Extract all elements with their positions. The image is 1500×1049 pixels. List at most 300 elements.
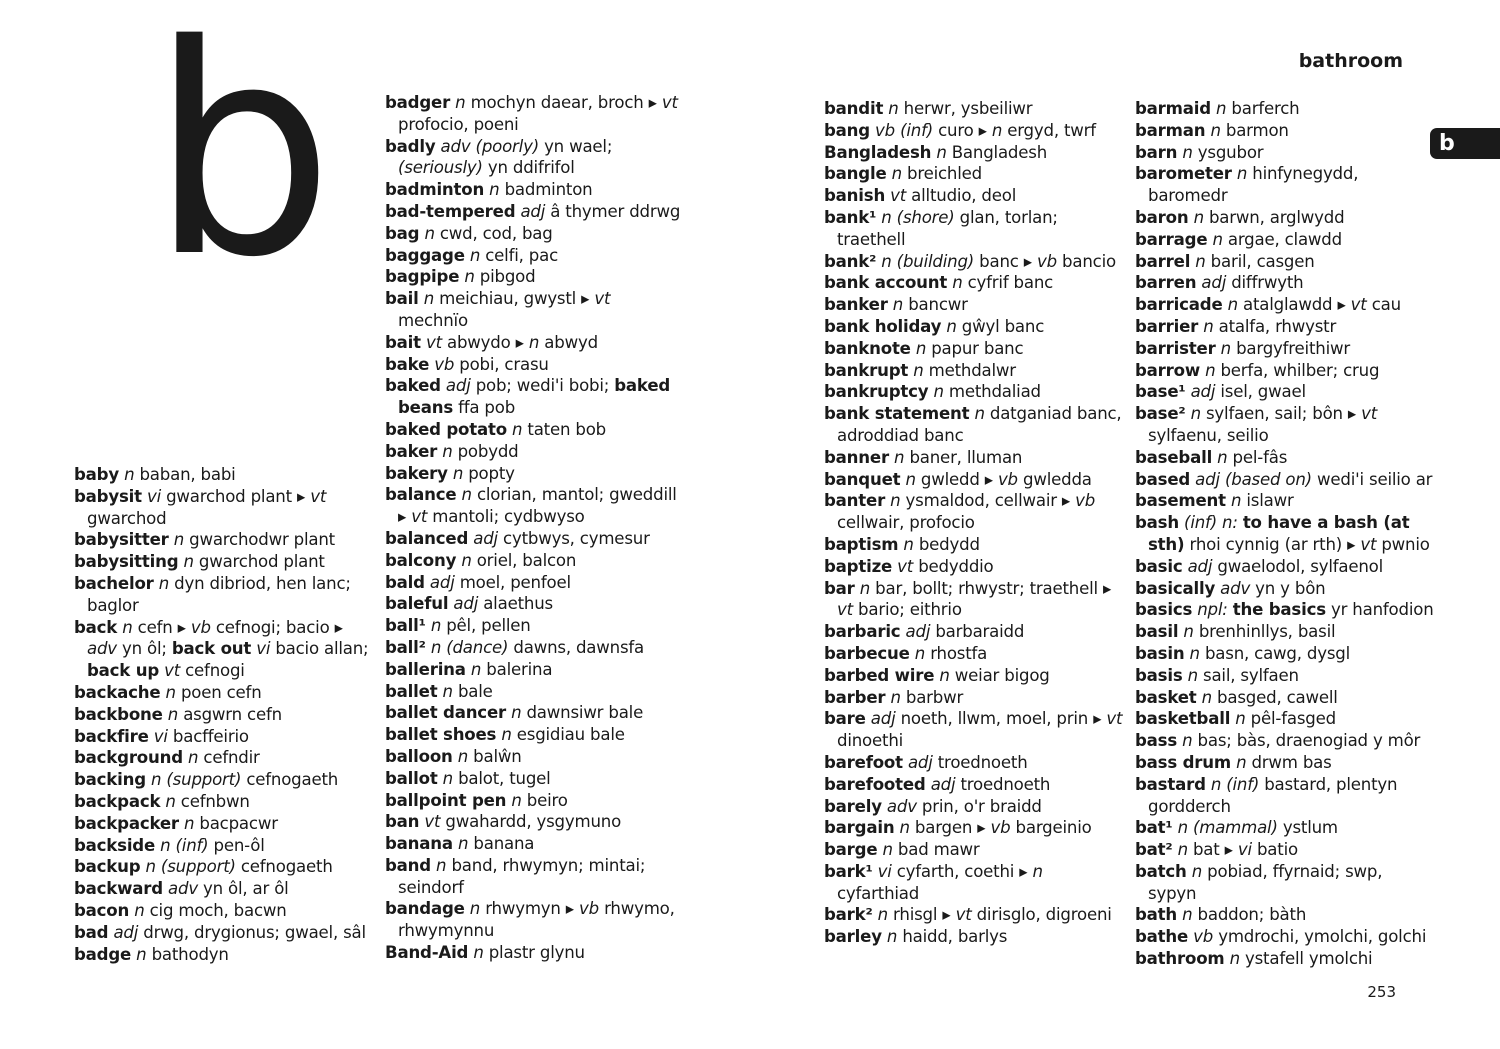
dictionary-entry	[824, 163, 1124, 185]
translation: methdalwr	[928, 360, 1016, 380]
dictionary-entry	[74, 704, 374, 726]
part-of-speech: n	[167, 704, 179, 724]
headword: barge	[824, 840, 878, 860]
headword: babysitting	[74, 552, 179, 572]
translation: bancwr	[908, 295, 968, 315]
translation: sail, sylfaen	[1203, 665, 1299, 685]
headword: balcony	[385, 550, 457, 570]
translation: profocio, poeni	[398, 114, 519, 134]
translation: curo ▸	[938, 120, 987, 140]
dictionary-entry	[385, 724, 685, 746]
dictionary-entry	[824, 904, 1124, 926]
part-of-speech: n (inf)	[160, 835, 209, 855]
dictionary-entry	[1135, 403, 1435, 447]
dictionary-entry	[74, 726, 374, 748]
translation: ysgubor	[1197, 142, 1264, 162]
headword: barrow	[1135, 360, 1200, 380]
part-of-speech: npl:	[1197, 600, 1228, 620]
part-of-speech: n	[501, 725, 512, 745]
part-of-speech: vt	[955, 905, 972, 925]
translation: gwarchod	[87, 508, 167, 528]
translation: bathodyn	[151, 944, 229, 964]
dictionary-entry	[824, 185, 1124, 207]
translation: drwm bas	[1251, 752, 1332, 772]
translation: sylfaenu, seilio	[1148, 425, 1269, 445]
translation: cyfarth, coethi ▸	[896, 861, 1028, 881]
part-of-speech: n	[913, 360, 924, 380]
translation: batio	[1256, 840, 1298, 860]
headword: banker	[824, 295, 888, 315]
dictionary-entry	[74, 922, 374, 944]
headword: ballot	[385, 768, 438, 788]
part-of-speech: n	[424, 223, 435, 243]
translation: rhwymyn ▸	[485, 899, 574, 919]
dictionary-entry	[824, 447, 1124, 469]
dictionary-entry	[385, 572, 685, 594]
part-of-speech: n	[442, 681, 453, 701]
headword: badly	[385, 136, 436, 156]
headword: baker	[385, 441, 438, 461]
part-of-speech: adj	[113, 922, 139, 942]
translation: gŵyl banc	[961, 316, 1045, 336]
part-of-speech: n	[173, 530, 185, 550]
headword: backache	[74, 682, 161, 702]
part-of-speech: n	[473, 943, 484, 963]
dictionary-entry	[824, 360, 1124, 382]
translation: mochyn daear, broch ▸	[470, 93, 657, 112]
translation: dinoethi	[837, 731, 904, 751]
headword: bad-tempered	[385, 201, 516, 221]
translation: gwarchod plant	[198, 552, 325, 572]
part-of-speech: vt	[1360, 534, 1377, 554]
part-of-speech: n	[1195, 251, 1206, 271]
part-of-speech: (seriously)	[398, 158, 483, 178]
headword: barmaid	[1135, 99, 1211, 118]
translation: yn wael;	[544, 136, 613, 156]
headword: Bangladesh	[824, 142, 932, 162]
headword: bankruptcy	[824, 382, 929, 402]
translation: celfi, pac	[485, 245, 559, 265]
translation: barferch	[1231, 99, 1300, 118]
dictionary-entry	[1135, 817, 1435, 839]
part-of-speech: n (support)	[145, 857, 236, 877]
translation: ffa pob	[458, 398, 516, 418]
translation: poen cefn	[180, 682, 262, 702]
dictionary-entry	[1135, 948, 1435, 970]
dictionary-entry	[385, 681, 685, 703]
headword: banquet	[824, 469, 901, 489]
part-of-speech: n	[436, 855, 447, 875]
dictionary-entry	[385, 441, 685, 463]
headword: barricade	[1135, 295, 1223, 315]
translation: berfa, whilber; crug	[1220, 360, 1380, 380]
translation: ystafell ymolchi	[1244, 949, 1373, 969]
translation: bario; eithrio	[858, 600, 962, 620]
dictionary-entry	[74, 900, 374, 922]
dictionary-entry	[824, 403, 1124, 447]
headword: bathroom	[1135, 949, 1225, 969]
thumb-index-letter: b	[1439, 131, 1455, 156]
translation: cyfrif banc	[967, 273, 1054, 293]
dictionary-entry	[824, 578, 1124, 622]
dictionary-entry	[1135, 142, 1435, 164]
part-of-speech: n (shore)	[881, 207, 955, 227]
part-of-speech: adj	[1190, 382, 1216, 402]
part-of-speech: n	[1182, 731, 1193, 751]
dictionary-entry	[385, 615, 685, 637]
headword: baleful	[385, 594, 449, 614]
translation: bale	[457, 681, 493, 701]
dictionary-entry	[1135, 360, 1435, 382]
part-of-speech: n	[1210, 120, 1221, 140]
part-of-speech: n	[1227, 295, 1238, 315]
headword: basil	[1135, 622, 1179, 642]
headword: barbaric	[824, 622, 901, 642]
headword: barman	[1135, 120, 1206, 140]
dictionary-entry	[824, 817, 1124, 839]
part-of-speech: n	[457, 834, 469, 854]
translation: dirisglo, digroeni	[976, 905, 1112, 925]
part-of-speech: n	[423, 289, 435, 309]
dictionary-entry	[1135, 621, 1435, 643]
headword: bandit	[824, 99, 884, 118]
part-of-speech: n	[1189, 643, 1200, 663]
headword: ballerina	[385, 659, 466, 679]
translation: abwyd	[544, 332, 598, 352]
part-of-speech: n	[183, 552, 194, 572]
part-of-speech: adj	[520, 201, 546, 221]
part-of-speech: n	[1212, 229, 1223, 249]
part-of-speech: n	[1229, 949, 1240, 969]
part-of-speech: vt	[310, 486, 327, 506]
translation: moel, penfoel	[459, 572, 571, 592]
part-of-speech: vb	[579, 899, 599, 919]
translation: balerina	[486, 659, 553, 679]
headword: bald	[385, 572, 425, 592]
part-of-speech: n	[457, 746, 469, 766]
dictionary-entry	[385, 833, 685, 855]
part-of-speech: n	[1177, 840, 1188, 860]
translation: oriel, balcon	[476, 550, 577, 570]
part-of-speech: n	[455, 93, 466, 112]
headword: basic	[1135, 556, 1183, 576]
part-of-speech: adv	[168, 879, 198, 899]
dictionary-entry	[1135, 730, 1435, 752]
part-of-speech: n	[1183, 622, 1194, 642]
part-of-speech: n	[461, 550, 472, 570]
part-of-speech: n	[899, 818, 910, 838]
translation: cefnogaeth	[240, 857, 333, 877]
headword: barley	[824, 927, 882, 947]
dictionary-entry	[824, 752, 1124, 774]
headword: bat¹	[1135, 818, 1173, 838]
part-of-speech: adv	[87, 639, 117, 659]
translation: rhoi cynnig (ar rth) ▸	[1189, 534, 1356, 554]
dictionary-entry	[74, 529, 374, 551]
part-of-speech: n	[452, 463, 464, 483]
headword: basement	[1135, 491, 1226, 511]
dictionary-entry	[1135, 338, 1435, 360]
dictionary-entry	[824, 381, 1124, 403]
dictionary-entry	[74, 486, 374, 530]
part-of-speech: vt	[897, 556, 914, 576]
headword: bar	[824, 578, 855, 598]
part-of-speech: n	[183, 813, 195, 833]
translation: barwn, arglwydd	[1208, 207, 1345, 227]
translation: noeth, llwm, moel, prin ▸	[900, 709, 1102, 729]
translation: bedydd	[918, 534, 980, 554]
dictionary-entry	[385, 201, 685, 223]
dictionary-entry	[1135, 469, 1435, 491]
part-of-speech: n	[489, 180, 500, 200]
dictionary-entry	[824, 469, 1124, 491]
part-of-speech: adj	[870, 709, 896, 729]
dictionary-entry	[385, 637, 685, 659]
headword: balloon	[385, 746, 453, 766]
translation: cellwair, profocio	[837, 513, 975, 533]
translation: banc ▸	[979, 251, 1032, 271]
translation: gwledda	[1022, 469, 1092, 489]
dictionary-entry	[74, 813, 374, 835]
dictionary-entry	[1135, 599, 1435, 621]
dictionary-entry	[1135, 926, 1435, 948]
translation: rhisgl ▸	[893, 905, 951, 925]
headword: backpack	[74, 791, 161, 811]
translation: bacpacwr	[199, 813, 278, 833]
part-of-speech: n	[470, 659, 482, 679]
dictionary-entry	[385, 92, 685, 136]
headword: barn	[1135, 142, 1178, 162]
dictionary-entry	[1135, 251, 1435, 273]
dictionary-entry	[1135, 861, 1435, 905]
dictionary-entry	[385, 528, 685, 550]
translation: cefndir	[203, 748, 260, 768]
part-of-speech: vb	[1193, 927, 1214, 947]
translation: ystlum	[1282, 818, 1338, 838]
part-of-speech: vt	[661, 93, 678, 112]
part-of-speech: n	[1201, 687, 1212, 707]
section-letter: b	[150, 0, 335, 321]
part-of-speech: n	[158, 573, 170, 593]
translation: bedyddio	[918, 556, 994, 576]
part-of-speech: n	[1236, 752, 1247, 772]
part-of-speech: adj	[1201, 273, 1227, 293]
headword: baked	[385, 376, 441, 396]
part-of-speech: adj	[473, 528, 498, 548]
translation: bastard, plentyn gordderch	[1148, 774, 1398, 816]
translation: dawnsiwr bale	[526, 703, 644, 723]
headword: barbecue	[824, 643, 910, 663]
headword: backward	[74, 879, 163, 899]
headword: ball¹	[385, 616, 426, 636]
dictionary-entry	[385, 659, 685, 681]
part-of-speech: n	[1205, 360, 1216, 380]
headword: barrage	[1135, 229, 1208, 249]
dictionary-entry	[824, 272, 1124, 294]
phrase: baked beans	[398, 376, 671, 418]
translation: plastr glynu	[488, 943, 585, 963]
headword: bang	[824, 120, 870, 140]
translation: baril, casgen	[1210, 251, 1315, 271]
headword: bacon	[74, 900, 130, 920]
headword: bastard	[1135, 774, 1206, 794]
part-of-speech: n	[136, 944, 147, 964]
dictionary-entry	[824, 796, 1124, 818]
headword: bait	[385, 332, 421, 352]
translation: brenhinllys, basil	[1198, 622, 1336, 642]
headword: basketball	[1135, 709, 1231, 729]
dictionary-entry	[1135, 120, 1435, 142]
translation: pel-fâs	[1232, 447, 1288, 467]
dictionary-entry	[1135, 447, 1435, 469]
dictionary-entry	[824, 338, 1124, 360]
part-of-speech: n	[461, 485, 472, 505]
part-of-speech: vb	[1037, 251, 1057, 271]
translation: yn ddifrifol	[487, 158, 575, 178]
part-of-speech: n	[882, 840, 893, 860]
headword: bargain	[824, 818, 895, 838]
part-of-speech: n	[1182, 142, 1193, 162]
translation: bargeinio	[1015, 818, 1092, 838]
dictionary-entry	[824, 98, 1124, 120]
headword: back	[74, 617, 118, 637]
dictionary-entry	[385, 550, 685, 572]
part-of-speech: vi	[153, 726, 168, 746]
part-of-speech: vt	[890, 186, 907, 206]
part-of-speech: n	[915, 338, 927, 358]
part-of-speech: n	[511, 790, 522, 810]
phrase: back up	[87, 661, 160, 681]
dictionary-entry	[385, 768, 685, 790]
dictionary-entry	[385, 811, 685, 833]
translation: balŵn	[473, 746, 522, 766]
headword: baptize	[824, 556, 893, 576]
translation: drwg, drygionus; gwael, sâl	[143, 922, 366, 942]
dictionary-entry	[385, 593, 685, 615]
headword: banish	[824, 186, 886, 206]
part-of-speech: vi	[1237, 840, 1252, 860]
part-of-speech: vt	[1106, 709, 1123, 729]
part-of-speech: n	[1191, 861, 1203, 881]
headword: baseball	[1135, 447, 1213, 467]
translation: pob; wedi'i bobi;	[475, 376, 610, 396]
part-of-speech: n	[946, 316, 957, 336]
headword: based	[1135, 469, 1191, 489]
dictionary-entry	[74, 769, 374, 791]
translation: esgidiau bale	[516, 725, 625, 745]
headword: badge	[74, 944, 132, 964]
headword: basics	[1135, 600, 1193, 620]
dictionary-entry	[385, 136, 685, 180]
dictionary-entry	[385, 942, 685, 964]
translation: papur banc	[931, 338, 1024, 358]
part-of-speech: n	[892, 295, 904, 315]
part-of-speech: n	[1182, 905, 1193, 925]
part-of-speech: vt	[594, 289, 611, 309]
headword: balanced	[385, 528, 469, 548]
part-of-speech: n	[124, 465, 135, 484]
translation: cau	[1371, 295, 1401, 315]
headword: ball²	[385, 637, 426, 657]
part-of-speech: vi	[877, 861, 892, 881]
part-of-speech: vt	[411, 507, 428, 527]
part-of-speech: n	[939, 665, 950, 685]
headword: barrister	[1135, 338, 1216, 358]
dictionary-entry	[385, 375, 685, 419]
translation: pibgod	[479, 267, 536, 287]
part-of-speech: n	[890, 687, 901, 707]
dictionary-entry	[824, 120, 1124, 142]
headword: barely	[824, 796, 882, 816]
part-of-speech: n	[886, 927, 898, 947]
translation: cwd, cod, bag	[439, 223, 553, 243]
dictionary-entry	[824, 316, 1124, 338]
dictionary-entry	[824, 643, 1124, 665]
part-of-speech: n	[188, 748, 199, 768]
part-of-speech: n	[877, 905, 888, 925]
headword: baron	[1135, 207, 1189, 227]
translation: cytbwys, cymesur	[503, 528, 650, 548]
headword: bank¹	[824, 207, 877, 227]
phrase: the basics	[1232, 600, 1326, 620]
dictionary-entry	[385, 790, 685, 812]
headword: baby	[74, 465, 119, 484]
translation: cefnogi; bacio ▸	[215, 617, 343, 637]
headword: badminton	[385, 180, 485, 200]
dictionary-entry	[1135, 512, 1435, 556]
translation: pêl, pellen	[446, 616, 531, 636]
translation: herwr, ysbeiliwr	[903, 99, 1033, 118]
part-of-speech: n	[122, 617, 133, 637]
translation: abwydo ▸	[447, 332, 524, 352]
translation: bancio	[1062, 251, 1116, 271]
part-of-speech: n	[1235, 709, 1246, 729]
part-of-speech: vt	[837, 600, 853, 620]
headword: ballet dancer	[385, 703, 506, 723]
dictionary-entry	[824, 534, 1124, 556]
part-of-speech: n	[430, 616, 442, 636]
dictionary-entry	[1135, 98, 1435, 120]
translation: wedi'i seilio ar	[1317, 469, 1433, 489]
dictionary-entry	[74, 944, 374, 966]
translation: troednoeth	[937, 752, 1028, 772]
translation: cig moch, bacwn	[149, 900, 287, 920]
translation: gwarchod plant ▸	[166, 486, 306, 506]
translation: hinfynegydd, baromedr	[1148, 164, 1359, 206]
dictionary-entry	[74, 464, 374, 486]
dictionary-entry	[824, 665, 1124, 687]
dictionary-entry	[74, 856, 374, 878]
translation: popty	[468, 463, 515, 483]
headword: band	[385, 855, 431, 875]
dictionary-entry	[824, 861, 1124, 905]
part-of-speech: adj	[907, 752, 933, 772]
dictionary-entry	[1135, 578, 1435, 600]
headword: bakery	[385, 463, 448, 483]
translation: taten bob	[527, 419, 607, 439]
translation: yn y bôn	[1255, 578, 1326, 598]
part-of-speech: n	[1187, 665, 1198, 685]
translation: basged, cawell	[1217, 687, 1338, 707]
headword: barbed wire	[824, 665, 935, 685]
dictionary-entry	[1135, 708, 1435, 730]
headword: basis	[1135, 665, 1183, 685]
part-of-speech: n	[442, 768, 453, 788]
part-of-speech: n	[165, 682, 176, 702]
dictionary-entry	[1135, 229, 1435, 251]
part-of-speech: vb	[990, 818, 1011, 838]
translation: baddon; bàth	[1197, 905, 1307, 925]
